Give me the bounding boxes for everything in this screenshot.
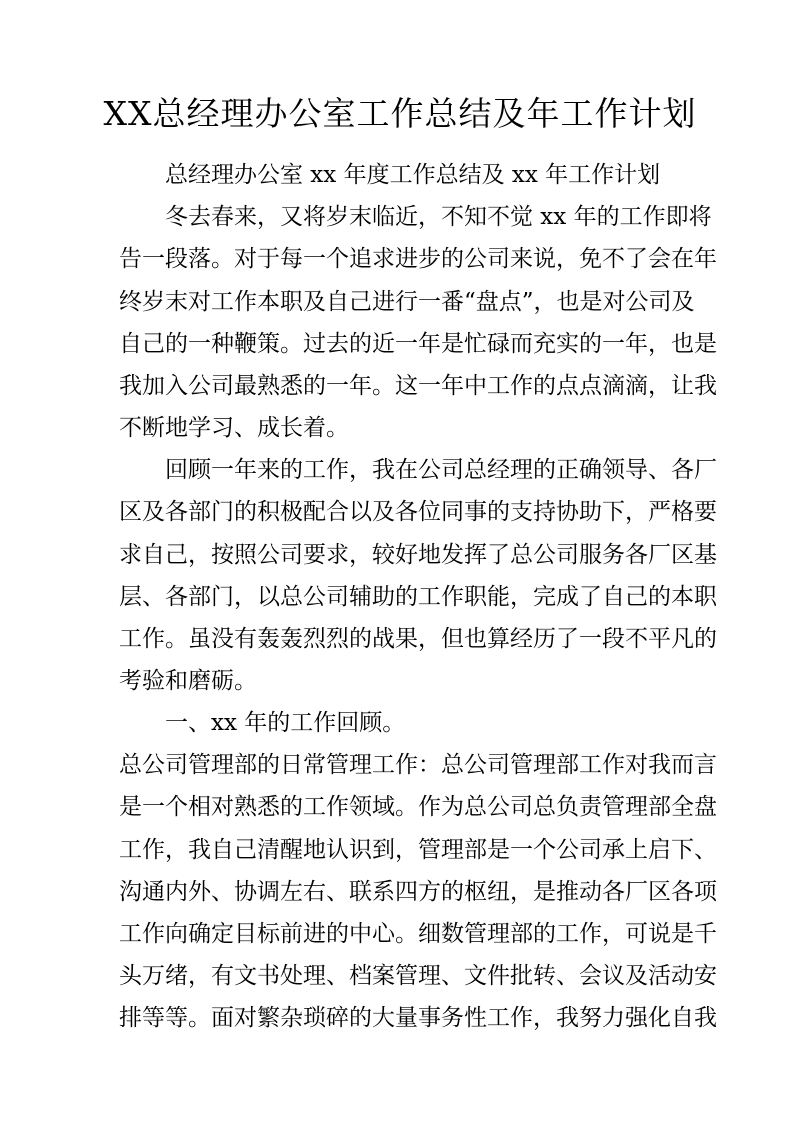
paragraph-3-line: 工作向确定目标前进的中心。细数管理部的工作，可说是千: [119, 921, 717, 947]
paragraph-3-line: 是一个相对熟悉的工作领域。作为总公司总负责管理部全盘: [119, 794, 717, 820]
paragraph-1-line: 冬去春来，又将岁末临近，不知不觉 xx 年的工作即将: [165, 204, 712, 230]
document-title: XX总经理办公室工作总结及年工作计划: [103, 94, 697, 133]
paragraph-3-line: 头万绪，有文书处理、档案管理、文件批转、会议及活动安: [119, 963, 717, 989]
paragraph-3-line: 总公司管理部的日常管理工作：总公司管理部工作对我而言: [119, 752, 717, 778]
paragraph-1-line: 我加入公司最熟悉的一年。这一年中工作的点点滴滴，让我: [119, 373, 717, 399]
paragraph-1-line: 告一段落。对于每一个追求进步的公司来说，免不了会在年: [119, 246, 717, 272]
paragraph-3-line: 沟通内外、协调左右、联系四方的枢纽，是推动各厂区各项: [119, 879, 717, 905]
paragraph-2-line: 层、各部门，以总公司辅助的工作职能，完成了自己的本职: [119, 584, 717, 610]
paragraph-3-line: 工作，我自己清醒地认识到，管理部是一个公司承上启下、: [119, 837, 717, 863]
paragraph-1-line: 不断地学习、成长着。: [119, 415, 349, 441]
paragraph-2-line: 工作。虽没有轰轰烈烈的战果，但也算经历了一段不平凡的: [119, 626, 717, 652]
paragraph-2-line: 回顾一年来的工作，我在公司总经理的正确领导、各厂: [165, 457, 717, 483]
section-heading: 一、xx 年的工作回顾。: [165, 710, 406, 736]
paragraph-3-line: 排等等。面对繁杂琐碎的大量事务性工作，我努力强化自我: [119, 1005, 717, 1031]
document-subtitle: 总经理办公室 xx 年度工作总结及 xx 年工作计划: [165, 162, 661, 188]
paragraph-2-line: 求自己，按照公司要求，较好地发挥了总公司服务各厂区基: [119, 542, 717, 568]
paragraph-2-line: 考验和磨砺。: [119, 668, 257, 694]
paragraph-2-line: 区及各部门的积极配合以及各位同事的支持协助下，严格要: [119, 499, 717, 525]
paragraph-1-line: 终岁末对工作本职及自己进行一番“盘点”，也是对公司及: [119, 289, 695, 315]
paragraph-1-line: 自己的一种鞭策。过去的近一年是忙碌而充实的一年，也是: [119, 331, 717, 357]
